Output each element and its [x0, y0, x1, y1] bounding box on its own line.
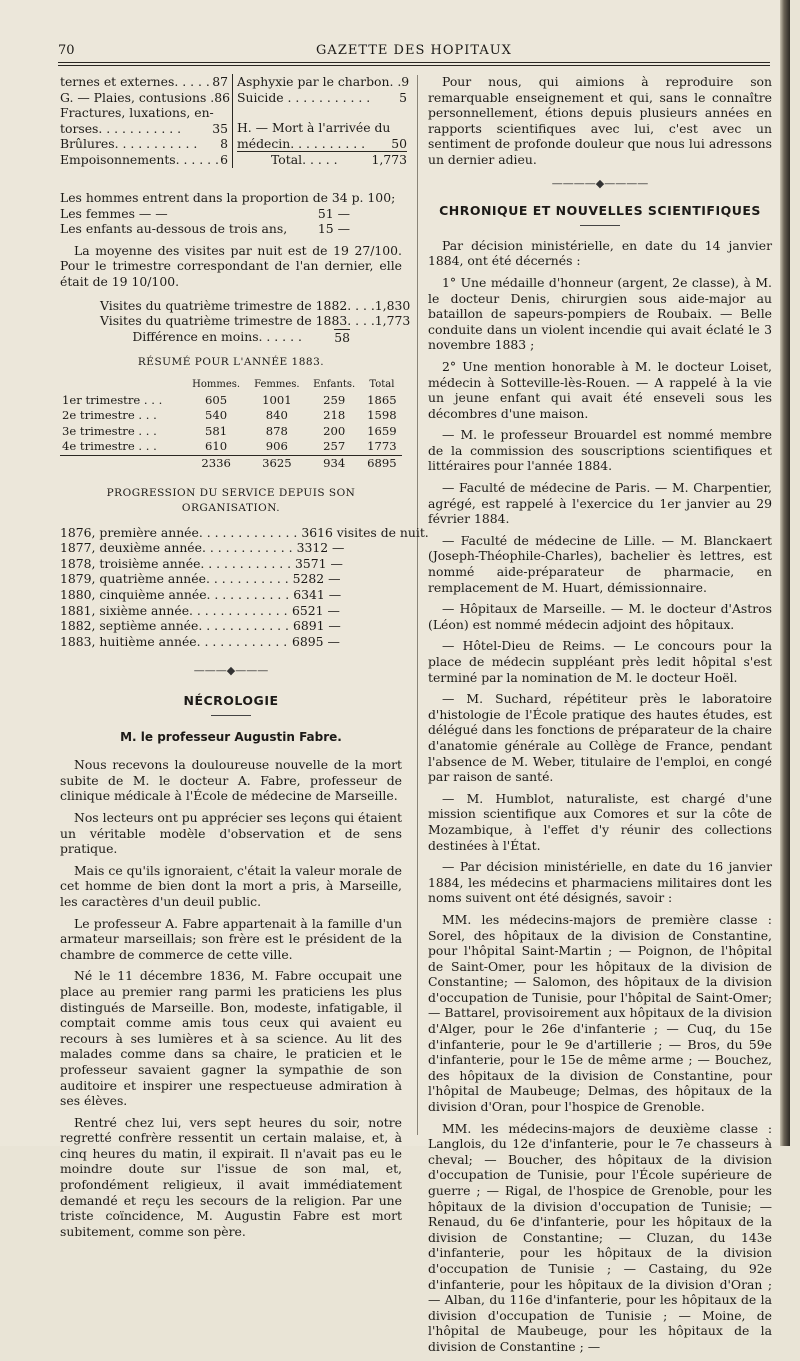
- resume-row: [60, 393, 402, 409]
- stat-row-right: [237, 151, 407, 168]
- resume-total-cell: 934: [307, 455, 362, 471]
- resume-header-cell: Total: [369, 378, 395, 390]
- progression-row-value: 3571 —: [295, 555, 343, 571]
- stat-row-left-label: Empoisonnements. . . . . .: [60, 151, 219, 167]
- proportions: [60, 190, 402, 237]
- stat-row-left-value: 8: [220, 136, 228, 152]
- column-separator: [417, 75, 418, 1135]
- resume-header-cell: Femmes.: [254, 378, 300, 390]
- resume-title: RÉSUMÉ POUR L'ANNÉE 1883.: [137, 356, 325, 369]
- resume-total-cell: [60, 455, 185, 471]
- stat-row-right-value: 50: [391, 135, 407, 151]
- stat-row-left: [60, 121, 228, 137]
- necrology-paragraph: Le professeur A. Fabre appartenait à la famille d'un armateur marseillais; son frère est le président de la chambre de commerce de cette ville.: [60, 915, 402, 962]
- progression-row-label: 1878, troisième année. . . . . . . . . . . .: [60, 555, 292, 571]
- necrology-paragraph: Né le 11 décembre 1836, M. Fabre occupait une place au premier rang parmi les praticiens les plus distingués de Marseille. Bon, modeste, infatigable, il comptait comme amis tous ceux qui avaient eu recours à ses lumières et à sa science. Au lit des malades comme dans sa chaire, le praticien et le professeur savaient gagner la sympathie de son auditoire et inspirer une respectueuse admiration à ses élèves.: [60, 968, 402, 1109]
- chronique-paragraph: — M. Suchard, répétiteur près le laboratoire d'histologie de l'École pratique des hautes études, est délégué dans les fonctions de préparateur de la chaire d'anatomie générale au Collège de France, pendant l'absence de M. Weber, titulaire de l'emploi, en congé par raison de santé.: [428, 691, 772, 785]
- progression-row: [60, 587, 402, 603]
- stat-row-right-label: médecin. . . . . . . . . .: [237, 135, 366, 151]
- progression-row: [60, 603, 402, 619]
- necrology-paragraph: Rentré chez lui, vers sept heures du soir, notre regretté confrère ressentit un certain malaise, et, à cinq heures du matin, il expirait. Il n'avait pas eu le moindre doute sur l'issue de son mal, et, profondément religieux, il avait immédiatement demandé et reçu les secours de la religion. Par une triste coïncidence, M. Augustin Fabre est mort subitement, comme son père.: [60, 1114, 402, 1239]
- visits-row: [100, 329, 350, 346]
- intro-paragraph: Pour nous, qui aimions à reproduire son remarquable enseignement et qui, sans le connaître personnellement, étions depuis plusieurs années en rapports scientifiques avec lui, c'est avec un sentiment de profonde douleur que nous lui adressons un dernier adieu.: [428, 74, 772, 167]
- proportion-row-label: Les hommes entrent dans la proportion de 34 p. 100;: [60, 190, 396, 205]
- resume-cell: 1598: [367, 408, 397, 423]
- resume-cell: 878: [265, 423, 288, 438]
- resume-total-row: [60, 455, 402, 471]
- progression-row-label: 1881, sixième année. . . . . . . . . . . . .: [60, 602, 288, 618]
- stat-row-right-label: [237, 105, 407, 120]
- visits-row-value: 1,773: [374, 313, 411, 329]
- stat-row-left: [60, 74, 228, 90]
- resume-total-cell: 2336: [185, 455, 247, 471]
- progression-row-label: 1876, première année. . . . . . . . . . . . .: [60, 524, 298, 540]
- proportion-row: [60, 221, 350, 237]
- stat-row-left-value: 87: [212, 74, 228, 89]
- progression-row-label: 1882, septième année. . . . . . . . . . . .: [60, 618, 289, 634]
- progression-row: [60, 556, 402, 572]
- resume-cell: 2e trimestre . . .: [62, 408, 157, 423]
- resume-cell: 259: [323, 392, 346, 407]
- visits-row-label: Visites du quatrième trimestre de 1883. . . .: [100, 313, 375, 329]
- stat-row-right: [237, 74, 410, 90]
- progression-row: [60, 540, 402, 556]
- resume-header-cell: Enfants.: [313, 378, 356, 390]
- progression-row-label: 1879, quatrième année. . . . . . . . . . .: [60, 571, 289, 587]
- progression-row-label: 1880, cinquième année. . . . . . . . . . .: [60, 587, 290, 603]
- resume-cell: 605: [205, 392, 228, 407]
- left-column: [60, 74, 429, 1245]
- visits-row-value: 58: [334, 329, 350, 345]
- resume-row: [60, 424, 402, 440]
- stat-row-left-label: torses. . . . . . . . . . .: [60, 120, 182, 136]
- stat-row-left: [60, 152, 228, 168]
- stat-row-left-value: 35: [212, 120, 228, 136]
- resume-cell: 1001: [262, 392, 292, 407]
- resume-cell: 1865: [367, 392, 397, 407]
- journal-title: GAZETTE DES HOPITAUX: [316, 43, 512, 58]
- resume-header-row: [60, 377, 402, 393]
- resume-cell: 218: [323, 408, 346, 423]
- ornament-divider-right: ————◆————: [551, 176, 649, 190]
- progression-title: PROGRESSION DU SERVICE DEPUIS SON ORGANISATION.: [106, 486, 356, 515]
- visits-comparison: [100, 297, 411, 346]
- resume-cell: 610: [205, 439, 228, 454]
- progression-row-value: 6895 —: [292, 633, 340, 649]
- chronique-paragraph: MM. les médecins-majors de deuxième classe : Langlois, du 12e d'infanterie, pour le 7e chasseurs à cheval; — Boucher, des hôpitaux de la division d'occupation de Tunisie, pour l'École supérieure de guerre ; — Rigal, de l'hospice de Grenoble, pour les hôpitaux de la division d'occupation de Tunisie; — Renaud, du 6e d'infanterie, pour les hôpitaux de la division de Constantine; — Cluzan, du 143e d'infanterie, pour les hôpitaux de la division d'occupation de Tunisie ; — Castaing, du 92e d'infanterie, pour les hôpitaux de la division d'Oran ; — Alban, du 116e d'infanterie, pour les hôpitaux de la division d'occupation de Tunisie ; — Moine, de l'hôpital de Maubeuge, pour les hôpitaux de la division de Constantine ; —: [428, 1120, 772, 1354]
- header-rule-double: [58, 65, 770, 66]
- resume-total-cell: 6895: [362, 455, 402, 471]
- stat-row-right: [237, 90, 407, 106]
- stat-row-right-value: 9: [401, 74, 410, 89]
- chronique-paragraph: — M. Humblot, naturaliste, est chargé d'une mission scientifique aux Comores et sur la côte de Mozambique, à l'effet d'y réunir des collections destinées à l'État.: [428, 790, 772, 853]
- progression-list: [60, 524, 429, 650]
- page-number: 70: [58, 43, 75, 58]
- stat-row-left: [60, 90, 228, 106]
- necrology-text: [60, 757, 402, 1239]
- resume-header-cell: Hommes.: [192, 378, 241, 390]
- resume-cell: 1773: [367, 439, 397, 454]
- ornament-divider: ———◆———: [193, 664, 269, 678]
- proportion-row: [60, 190, 396, 206]
- necrology-paragraph: Mais ce qu'ils ignoraient, c'était la valeur morale de cet homme de bien dont la mort a pris, à Marseille, les caractères d'un deuil public.: [60, 862, 402, 909]
- chronique-paragraph: — M. le professeur Brouardel est nommé membre de la commission des souscriptions scientifiques et littéraires pour l'année 1884.: [428, 427, 772, 474]
- resume-cell: 257: [323, 439, 346, 454]
- progression-row-value: 3616 visites de nuit.: [301, 524, 429, 540]
- resume-cell: 540: [205, 408, 228, 423]
- resume-cell: 4e trimestre . . .: [62, 439, 157, 454]
- proportion-row-value: 51 —: [317, 205, 350, 221]
- resume-cell: 1659: [367, 423, 397, 438]
- progression-row-label: 1883, huitième année. . . . . . . . . . . .: [60, 633, 288, 649]
- resume-table: [60, 377, 402, 472]
- proportion-row: [60, 206, 350, 222]
- resume-cell: 3e trimestre . . .: [62, 423, 157, 438]
- resume-row: [60, 439, 402, 455]
- stats-left: [60, 74, 228, 168]
- chronique-paragraph: MM. les médecins-majors de première classe : Sorel, des hôpitaux de la division de Constantine, pour l'hôpital Saint-Martin ; — Poignon, de l'hôpital de Saint-Omer, pour les hôpitaux de la division de Constantine; — Salomon, des hôpitaux de la division d'occupation de Tunisie, pour l'hôpital de Saint-Omer; — Battarel, provisoirement aux hôpitaux de la division d'Alger, pour le 26e d'infanterie ; — Cuq, du 15e d'infanterie, pour le 9e d'artillerie ; — Bros, du 59e d'infanterie, pour le 15e de même arme ; — Bouchez, des hôpitaux de la division de Constantine, pour l'hôpital de Maubeuge; Delmas, des hôpitaux de la division d'Oran, pour l'hospice de Grenoble.: [428, 911, 772, 1115]
- necrology-paragraph: Nous recevons la douloureuse nouvelle de la mort subite de M. le docteur A. Fabre, professeur de clinique médicale à l'École de médecine de Marseille.: [60, 757, 402, 804]
- stat-row-left-value: 86: [214, 89, 230, 105]
- chronique-heading: CHRONIQUE ET NOUVELLES SCIENTIFIQUES: [439, 203, 761, 219]
- progression-row-value: 6521 —: [292, 602, 340, 618]
- resume-total-cell: 3625: [247, 455, 306, 471]
- progression-row-label: 1877, deuxième année. . . . . . . . . . . .: [60, 540, 293, 556]
- chronique-paragraph: 2° Une mention honorable à M. le docteur Loiset, médecin à Sotteville-lès-Rouen. — A rappelé à la vie un jeune enfant qui avait été enseveli sous les décombres d'une maison.: [428, 358, 772, 421]
- stat-row-left-label: G. — Plaies, contusions .: [60, 89, 215, 105]
- stat-row-right: [237, 120, 407, 136]
- progression-row-value: 3312 —: [296, 540, 345, 556]
- statistics-table: [60, 74, 410, 182]
- necrology-paragraph: Nos lecteurs ont pu apprécier ses leçons qui étaient un véritable modèle d'observation et de sens pratique.: [60, 810, 402, 857]
- chronique-paragraph: 1° Une médaille d'honneur (argent, 2e classe), à M. le docteur Denis, chirurgien sous aide-major au bataillon de sapeurs-pompiers de Roubaix. — Belle conduite dans un violent incendie qui avait éclaté le 3 novembre 1883 ;: [428, 274, 772, 353]
- stat-row-right-label: Suicide . . . . . . . . . . .: [237, 89, 371, 105]
- stat-row-right-value: 1,773: [371, 152, 407, 168]
- resume-row: [60, 408, 402, 424]
- progression-row: [60, 634, 402, 650]
- stat-row-right-value: 5: [399, 89, 407, 105]
- visits-row-label: Différence en moins. . . . . .: [132, 328, 302, 344]
- stat-row-left: [60, 136, 228, 152]
- proportion-row-label: Les enfants au-dessous de trois ans,: [60, 221, 288, 237]
- resume-header-cell: [60, 377, 185, 393]
- stats-right: [232, 74, 410, 168]
- progression-row: [60, 524, 429, 541]
- chronique-paragraph: — Faculté de médecine de Paris. — M. Charpentier, agrégé, est rappelé à l'exercice du 1er janvier au 29 février 1884.: [428, 480, 772, 527]
- progression-row-value: 5282 —: [292, 571, 341, 587]
- stat-row-left-value: 6: [220, 151, 228, 167]
- chronique-paragraph: — Par décision ministérielle, en date du 16 janvier 1884, les médecins et pharmaciens militaires dont les noms suivent ont été désignés, savoir :: [428, 859, 772, 906]
- short-rule-right: [580, 225, 620, 226]
- chronique-paragraph: — Hôtel-Dieu de Reims. — Le concours pour la place de médecin suppléant près ledit hôpital s'est terminé par la nomination de M. le docteur Hoël.: [428, 638, 772, 685]
- stat-row-left-label: Brûlures. . . . . . . . . . .: [60, 136, 198, 152]
- resume-cell: 840: [265, 408, 288, 423]
- necrology-subtitle: M. le professeur Augustin Fabre.: [120, 729, 342, 744]
- stat-row-left-label: Fractures, luxations, en-: [60, 105, 214, 121]
- short-rule: [211, 715, 251, 716]
- progression-row-value: 6341 —: [293, 587, 342, 603]
- chronique-paragraph: Par décision ministérielle, en date du 14 janvier 1884, ont été décernés :: [428, 237, 772, 269]
- stat-row-right: [237, 105, 407, 120]
- stat-row-right-label: H. — Mort à l'arrivée du: [237, 120, 391, 136]
- stat-row-right-label: Total. . . . .: [270, 152, 338, 168]
- stat-row-left: [60, 105, 228, 121]
- chronique-paragraph: — Faculté de médecine de Lille. — M. Blanckaert (Joseph-Théophile-Charles), bachelier ès lettres, est nommé aide-préparateur de pharmacie, en remplacement de M. Huart, démissionnaire.: [428, 532, 772, 595]
- chronique-paragraph: — Hôpitaux de Marseille. — M. le docteur d'Astros (Léon) est nommé médecin adjoint des hôpitaux.: [428, 601, 772, 632]
- stat-row-left-label: ternes et externes. . . . .: [60, 74, 210, 89]
- page-binding-edge: [780, 0, 790, 1146]
- moyenne-paragraph: La moyenne des visites par nuit est de 19 27/100. Pour le trimestre correspondant de l'an dernier, elle était de 19 10/100.: [60, 242, 402, 289]
- resume-cell: 906: [265, 439, 288, 454]
- necrology-heading: NÉCROLOGIE: [183, 693, 279, 709]
- resume-cell: 581: [205, 423, 228, 438]
- chronique-text: [428, 238, 772, 1355]
- visits-row: [100, 297, 411, 314]
- visits-row-label: Visites du quatrième trimestre de 1882. . . .: [100, 297, 375, 313]
- progression-row-value: 6891 —: [292, 618, 341, 634]
- stat-row-right: [237, 136, 407, 152]
- stat-row-right-label: Asphyxie par le charbon. .: [237, 74, 402, 89]
- progression-row: [60, 618, 402, 634]
- header-rule: [58, 62, 770, 63]
- page-header: [58, 40, 770, 60]
- progression-row: [60, 571, 402, 587]
- visits-row-value: 1,830: [374, 297, 411, 313]
- resume-cell: 200: [323, 423, 346, 438]
- resume-cell: 1er trimestre . . .: [62, 392, 163, 407]
- proportion-row-label: Les femmes — —: [60, 205, 168, 221]
- right-column: [428, 74, 772, 1361]
- proportion-row-value: 15 —: [317, 221, 350, 237]
- visits-row: [100, 313, 411, 329]
